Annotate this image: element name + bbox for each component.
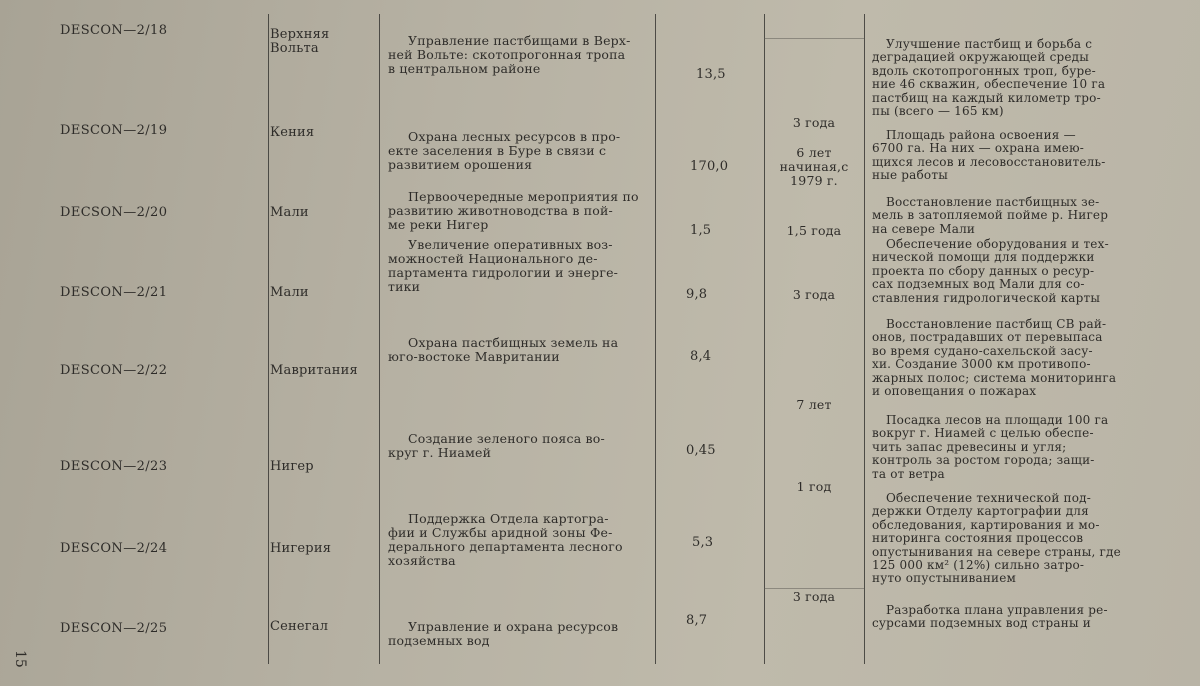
row-description: Разработка плана управления ре- сурсами подземных вод страны и [872,603,1108,631]
row-duration: 3 года [792,115,836,130]
row-project: Создание зеленого пояса во- круг г. Ниамей [388,431,605,460]
row-code: DESCON—2/25 [60,621,168,636]
column-rule-2 [379,14,380,664]
row-duration: 7 лет [796,397,832,412]
row-country: Сенегал [270,619,329,634]
row-project: Охрана лесных ресурсов в про- екте заселения в Буре в связи с развитием орошения [388,129,621,172]
row-code: DESCON—2/19 [60,123,168,138]
row-project: Увеличение оперативных воз- можностей Национального де- партамента гидрологии и энерге- тики [388,237,619,294]
row-code: DESCON—2/24 [60,541,168,556]
row-code: DESCON—2/23 [60,459,168,474]
column-rule-4 [764,14,765,664]
row-description: Улучшение пастбищ и борьба с деградацией окружающей среды вдоль скотопрогонных троп, буре- ние 46 скважин, обеспечение 10 га пастбищ на каждый километр тро- пы (всего — 165 км) [872,37,1106,119]
row-cost: 13,5 [696,67,726,82]
row-cost: 1,5 [690,223,712,238]
row-project: Поддержка Отдела картогра- фии и Службы аридной зоны Фе- дерального департамента лесного хозяйства [388,511,623,568]
row-country: Мали [270,285,309,300]
row-code: DESCON—2/21 [60,285,168,300]
row-description: Восстановление пастбищ СВ рай- онов, пострадавших от перевыпаса во время судано-сахельской засу- хи. Создание 3000 км противопо- жарных полос; система мониторинга и оповещания о пожарах [872,317,1117,399]
row-country: Нигерия [270,541,332,556]
row-country: Нигер [270,459,314,474]
row-cost: 8,7 [686,613,708,628]
row-description: Посадка лесов на площади 100 га вокруг г. Ниамей с целью обеспе- чить запас древесины и угля; контроль за ростом города; защи- та от ветра [872,413,1109,481]
column-rule-5 [864,14,865,664]
row-cost: 5,3 [692,535,714,550]
row-project: Охрана пастбищных земель на юго-востоке Мавритании [388,335,619,364]
row-cost: 170,0 [690,159,729,174]
row-code: DESCON—2/22 [60,363,168,378]
row-description: Восстановление пастбищных зе- мель в затопляемой пойме р. Нигер на севере Мали [872,195,1109,236]
row-project: Первоочередные мероприятия по развитию животноводства в пой- ме реки Нигер [388,189,639,232]
row-code: DESCON—2/18 [60,23,168,38]
row-country: Мали [270,205,309,220]
row-description: Обеспечение технической под- держки Отделу картографии для обследования, картирования и мо- ниторинга состояния процессов опустынивания на севере страны, где 125 000 км² (12%) сильно затро- нуто опустыниванием [872,491,1121,586]
row-cost: 8,4 [690,349,712,364]
row-country: Кения [270,125,315,140]
row-duration: 6 лет начиная,с 1979 г. [779,145,849,188]
row-country: Мавритания [270,363,358,378]
row-project: Управление пастбищами в Верх- ней Вольте: скотопрогонная тропа в центральном районе [388,33,631,76]
row-description: Площадь района освоения — 6700 га. На них — охрана имею- щихся лесов и лесовосстановитель- ные работы [872,128,1106,183]
row-cost: 9,8 [686,287,708,302]
row-duration: 1 год [796,479,832,494]
column-rule-3 [655,14,656,664]
row-code: DECSON—2/20 [60,205,168,220]
row-cost: 0,45 [686,443,716,458]
row-separator [764,38,864,39]
row-description: Обеспечение оборудования и тех- нической помощи для поддержки проекта по сбору данных о ресур- сах подземных вод Мали для со- ставления гидрологической карты [872,237,1109,305]
row-duration: 3 года [792,589,836,604]
page-number: 15 [12,650,28,668]
row-project: Управление и охрана ресурсов подземных вод [388,619,619,648]
row-country: Верхняя Вольта [270,27,330,56]
row-duration: 3 года [792,287,836,302]
row-duration: 1,5 года [786,223,842,238]
column-rule-1 [268,14,269,664]
